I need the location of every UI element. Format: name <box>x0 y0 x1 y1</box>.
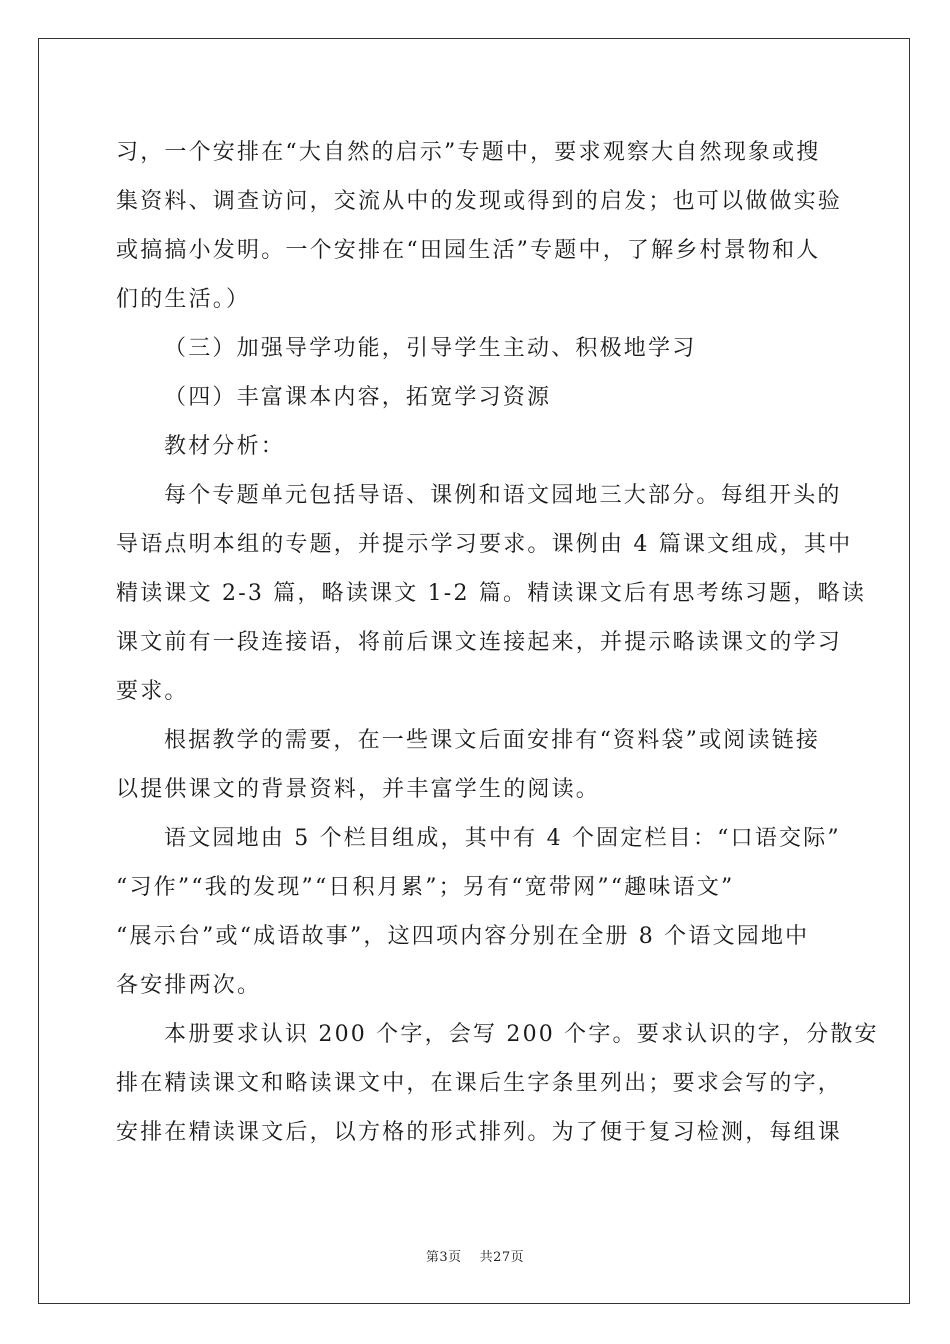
text-line: 习，一个安排在“大自然的启示”专题中，要求观察大自然现象或搜 <box>116 140 821 165</box>
document-body <box>116 128 879 1157</box>
text-line: 要求。 <box>116 679 189 704</box>
text-line: 集资料、调查访问，交流从中的发现或得到的启发；也可以做做实验 <box>116 189 843 214</box>
text-line: 导语点明本组的专题，并提示学习要求。课例由 4 篇课文组成，其中 <box>116 532 853 557</box>
text-line: 课文前有一段连接语，将前后课文连接起来，并提示略读课文的学习 <box>116 630 843 655</box>
text-line: 语文园地由 5 个栏目组成，其中有 4 个固定栏目：“口语交际” <box>164 826 841 851</box>
text-line: “习作”“我的发现”“日积月累”；另有“宽带网”“趣味语文” <box>116 875 735 900</box>
page-footer <box>0 1246 950 1265</box>
text-line: “展示台”或“成语故事”，这四项内容分别在全册 8 个语文园地中 <box>116 924 810 949</box>
text-line: 们的生活。） <box>116 287 251 312</box>
text-line: 每个专题单元包括导语、课例和语文园地三大部分。每组开头的 <box>164 483 842 508</box>
text-line: 各安排两次。 <box>116 973 262 998</box>
text-line: 根据教学的需要，在一些课文后面安排有“资料袋”或阅读链接 <box>164 728 821 753</box>
analysis-heading: 教材分析： <box>164 434 286 459</box>
page-number: 第3页 <box>425 1250 462 1265</box>
page-total: 共27页 <box>479 1250 525 1265</box>
text-line: 安排在精读课文后，以方格的形式排列。为了便于复习检测，每组课 <box>116 1120 843 1145</box>
text-line: 或搞搞小发明。一个安排在“田园生活”专题中，了解乡村景物和人 <box>116 238 821 263</box>
text-line: 排在精读课文和略读课文中，在课后生字条里列出；要求会写的字， <box>116 1071 843 1096</box>
section-heading-4: （四）丰富课本内容，拓宽学习资源 <box>164 385 552 410</box>
text-line: 以提供课文的背景资料，并丰富学生的阅读。 <box>116 777 601 802</box>
text-line: 精读课文 2-3 篇，略读课文 1-2 篇。精读课文后有思考练习题，略读 <box>116 581 867 606</box>
text-line: 本册要求认识 200 个字，会写 200 个字。要求认识的字，分散安 <box>164 1022 879 1047</box>
section-heading-3: （三）加强导学功能，引导学生主动、积极地学习 <box>164 336 697 361</box>
